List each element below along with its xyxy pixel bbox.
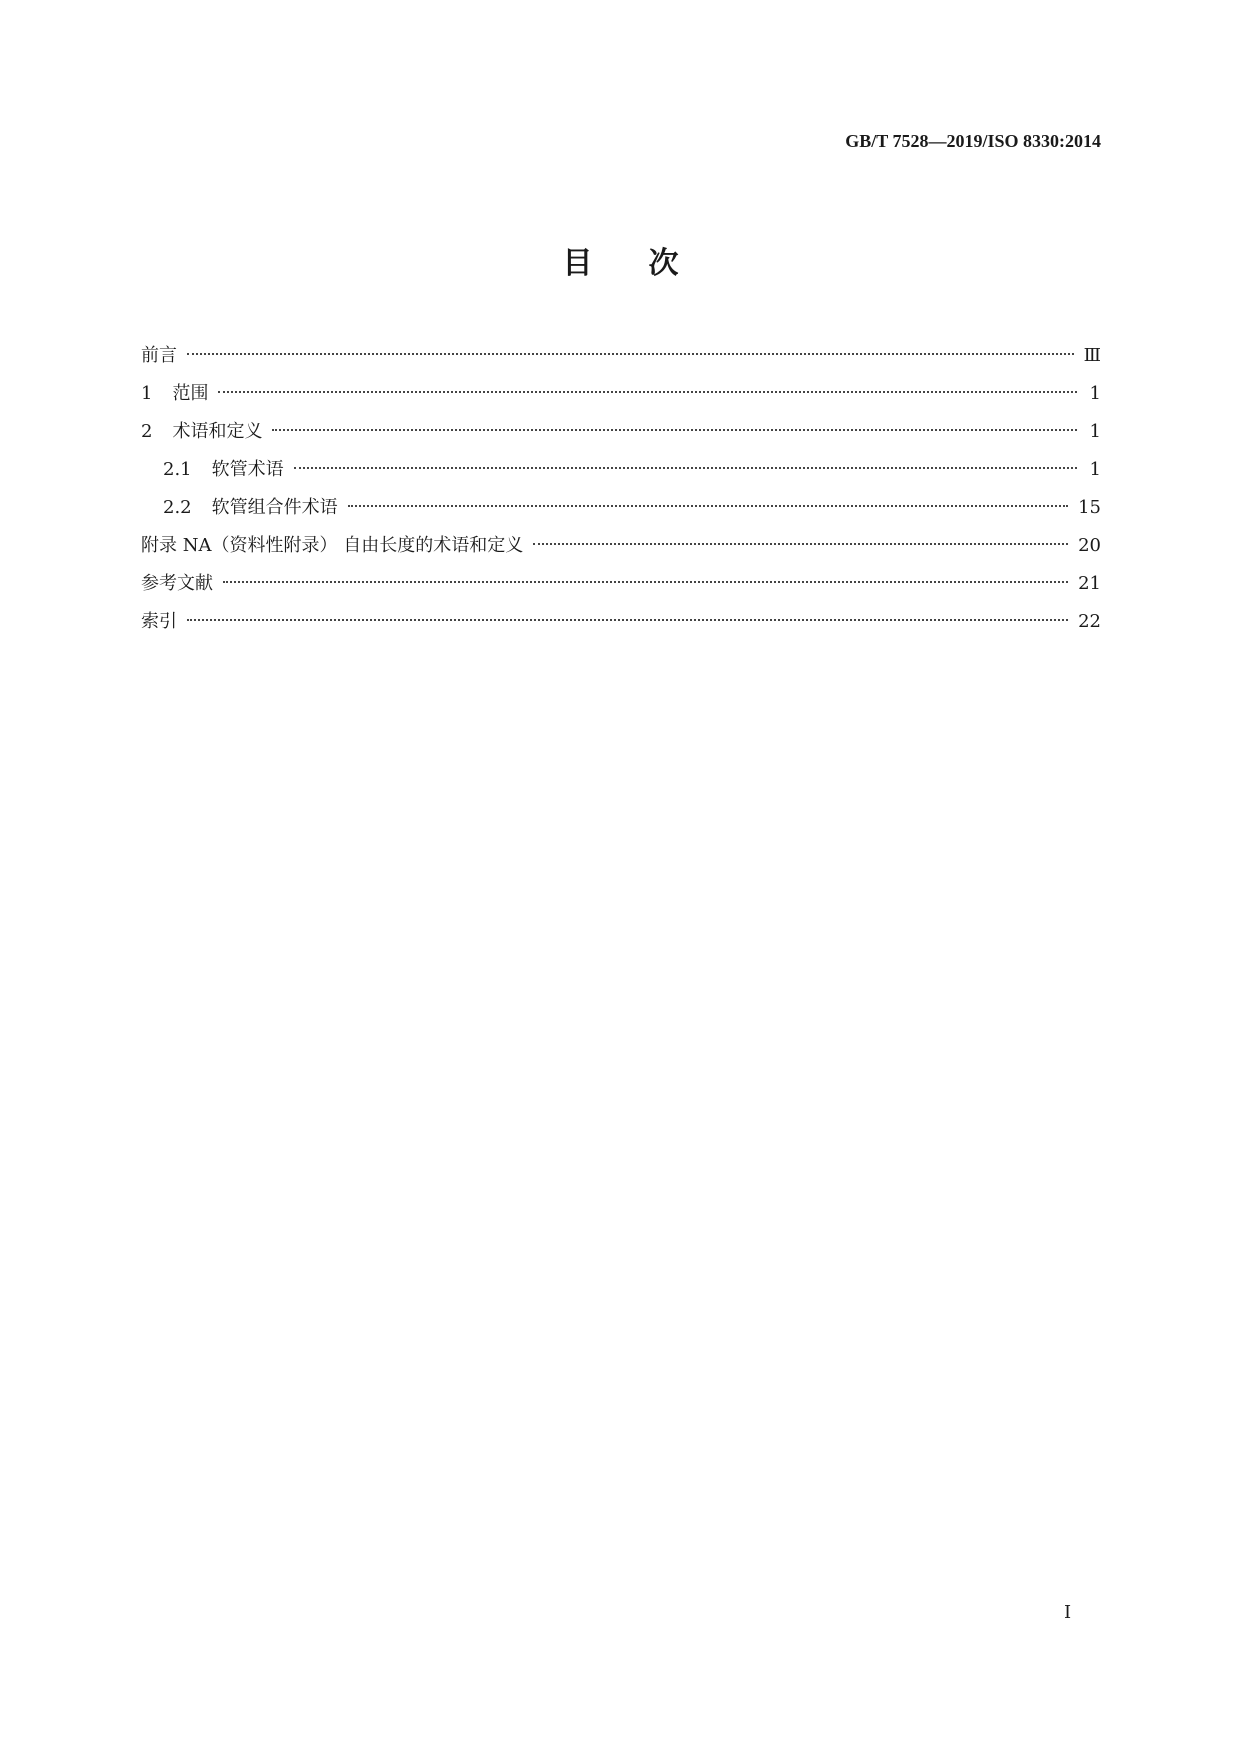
toc-entry-page: 1 — [1089, 459, 1101, 480]
toc-entry-number: 2.2 — [163, 497, 192, 518]
toc-entry-scope[interactable] — [141, 380, 1101, 418]
toc-entry-page: 21 — [1078, 573, 1101, 594]
page-number: I — [1064, 1602, 1072, 1623]
toc-entry-page: 1 — [1089, 383, 1101, 404]
toc-entry-annex-na[interactable] — [141, 532, 1101, 570]
dot-leader — [294, 467, 1077, 469]
toc-entry-bibliography[interactable] — [141, 570, 1101, 608]
toc-entry-page: 1 — [1089, 421, 1101, 442]
toc-entry-label: 范围 — [172, 383, 209, 404]
dot-leader — [272, 429, 1077, 431]
dot-leader — [218, 391, 1077, 393]
toc-entry-page: Ⅲ — [1083, 345, 1101, 366]
toc-entry-foreword[interactable] — [141, 342, 1101, 380]
toc-entry-label: 软管术语 — [211, 459, 284, 480]
page-title: 目次 — [562, 246, 735, 281]
toc-entry-page: 15 — [1078, 497, 1101, 518]
toc-entry-index[interactable] — [141, 608, 1101, 646]
toc-entry-label: 前言 — [141, 345, 177, 366]
toc-entry-hose-terms[interactable] — [141, 456, 1101, 494]
standard-id-header: GB/T 7528—2019/ISO 8330:2014 — [845, 131, 1101, 151]
toc-entry-number: 2 — [141, 421, 153, 442]
table-of-contents — [141, 342, 1101, 646]
dot-leader — [187, 353, 1074, 355]
toc-entry-terms[interactable] — [141, 418, 1101, 456]
toc-entry-label: 附录 NA（资料性附录） 自由长度的术语和定义 — [141, 535, 524, 556]
toc-entry-page: 22 — [1078, 611, 1101, 632]
toc-entry-label: 参考文献 — [141, 573, 213, 594]
dot-leader — [187, 619, 1068, 621]
toc-entry-number: 1 — [141, 383, 153, 404]
toc-entry-label: 索引 — [141, 611, 177, 632]
toc-entry-assembly-terms[interactable] — [141, 494, 1101, 532]
toc-entry-label: 术语和定义 — [172, 421, 263, 442]
dot-leader — [533, 543, 1068, 545]
toc-entry-number: 2.1 — [163, 459, 192, 480]
dot-leader — [223, 581, 1068, 583]
toc-entry-page: 20 — [1078, 535, 1101, 556]
dot-leader — [348, 505, 1068, 507]
toc-entry-label: 软管组合件术语 — [211, 497, 338, 518]
